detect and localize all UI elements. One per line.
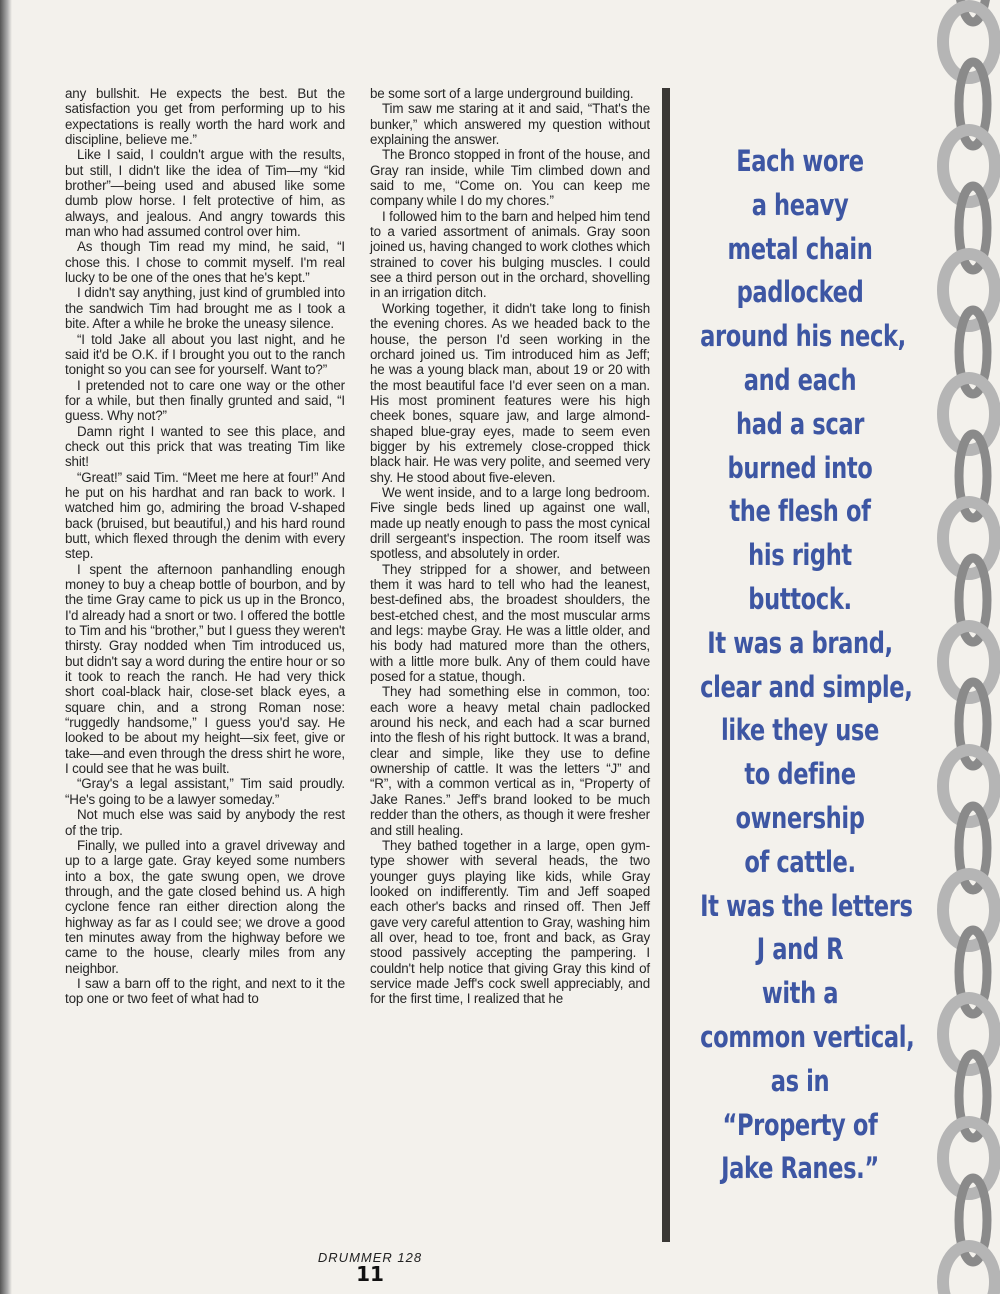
- chain-image: [925, 0, 1000, 1294]
- paragraph: The Bronco stopped in front of the house, and Gray ran inside, while Tim climbed down and said to me, “Come on. You can keep me company while I do my chores.”: [370, 147, 650, 209]
- paragraph: As though Tim read my mind, he said, “I chose this. I chose to commit myself. I'm real lucky to be one of the ones that he's kept.”: [65, 239, 345, 286]
- pull-quote-line: common vertical,: [700, 1019, 915, 1054]
- pull-quote-line: Jake Ranes.”: [721, 1151, 879, 1186]
- paragraph: I spent the afternoon panhandling enough money to buy a cheap bottle of bourbon, and by the time Gray came to pick us up in the Bronco, I'd already had a snort or two. I offered the bottle to Tim and his “brother,” but I guess they weren't thirsty. Gray nodded when Tim introduced us, but didn't say a word during the entire hour or so it took to reach the ranch. He had very thick short coal-black hair, close-set black eyes, a square chin, and a strong Roman nose: “ruggedly handsome,” I guess you'd say. He looked to be about my height—six feet, give or take—and even through the dress shirt he wore, I could see that he was built.: [65, 561, 345, 777]
- paragraph: “Gray's a legal assistant,” Tim said proudly. “He's going to be a lawyer someday.”: [65, 776, 345, 807]
- pull-quote-line: burned into: [727, 450, 873, 485]
- pull-quote: [672, 140, 928, 1191]
- paragraph: They bathed together in a large, open gym-type shower with several heads, the two younger guys playing like kids, while Gray looked on indifferently. Tim and Jeff soaped each other's backs and rinsed off. Then Jeff gave very careful attention to Gray, washing him all over, head to toe, front and back, as Gray stood passively accepting the pampering. I couldn't help notice that giving Gray this kind of service made Jeff's cock swell appreciably, and for the first time, I realized that he: [370, 837, 650, 1007]
- paragraph: any bullshit. He expects the best. But the satisfaction you get from performing up to his expectations is really worth the hard work and discipline, believe me.”: [65, 86, 345, 148]
- pull-quote-line: as in: [770, 1063, 830, 1098]
- magazine-name: DRUMMER 128: [317, 1250, 423, 1265]
- pull-quote-line: ownership: [735, 800, 865, 835]
- paragraph: be some sort of a large underground building.: [370, 86, 634, 101]
- pull-quote-line: a heavy: [751, 187, 849, 222]
- paragraph: They had something else in common, too: each wore a heavy metal chain padlocked around his neck, and each had a scar burned into the flesh of his right buttock. It was a brand, clear and simple, like they use to define ownership of cattle. It was the letters “J” and “R”, with a common vertical as in, “Property of Jake Ranes.” Jeff's brand looked to be much redder than the others, as though it were fresher and still healing.: [370, 684, 650, 838]
- page-number: 11: [356, 1262, 384, 1286]
- pull-quote-line: and each: [743, 362, 857, 397]
- article-column-1: [65, 86, 345, 1007]
- paragraph: “Great!” said Tim. “Meet me here at four!” And he put on his hardhat and ran back to work. I watched him go, admiring the broad V-shaped back (bruised, but beautiful,) and his hard round butt, which flexed through the denim with every step.: [65, 469, 345, 562]
- pull-quote-line: to define: [744, 757, 856, 792]
- paragraph: Finally, we pulled into a gravel driveway and up to a large gate. Gray keyed some numbers into a box, the gate swung open, we drove through, and the gate closed behind us. A high cyclone fence ran either direction along the highway as far as I could see; we drove a good ten minutes away from the highway before we came to the house, clearly miles from any neighbor.: [65, 837, 345, 976]
- pull-quote-line: padlocked: [736, 275, 864, 310]
- paragraph: Working together, it didn't take long to finish the evening chores. As we headed back to the house, the person I'd seen working in the orchard joined us. Tim introduced him as Jeff; he was a young black man, about 19 or 20 with the most beautiful face I'd ever seen on a man. His most prominent features were his high cheek bones, square jaw, and large almond-shaped blue-gray eyes, made to seem even bigger by his extremely close-cropped thick black hair. He was very polite, and seemed very shy. He stood about five-eleven.: [370, 300, 650, 485]
- pull-quote-rule: [662, 88, 670, 1242]
- pull-quote-line: buttock.: [748, 581, 852, 616]
- pull-quote-line: had a scar: [736, 406, 864, 441]
- pull-quote-line: his right: [748, 538, 852, 573]
- paragraph: Damn right I wanted to see this place, and check out this prick that was treating Tim like shit!: [65, 423, 345, 470]
- pull-quote-line: J and R: [756, 932, 844, 967]
- pull-quote-line: clear and simple,: [700, 669, 913, 704]
- pull-quote-line: with a: [761, 976, 839, 1011]
- paragraph: They stripped for a shower, and between them it was hard to tell who had the leanest, best-defined abs, the broadest shoulders, the best-etched chest, and the most muscular arms and legs: maybe Gray. He was a little older, and his body had matured more than the others, with a little more bulk. Any of them could have posed for a statue, though.: [370, 561, 650, 685]
- paragraph: I didn't say anything, just kind of grumbled into the sandwich Tim had brought me as I took a bite. After a while he broke the uneasy silence.: [65, 285, 345, 332]
- page-binding-shadow: [0, 0, 12, 1294]
- paragraph: I followed him to the barn and helped him tend to a varied assortment of animals. Gray soon joined us, having changed to work clothes which strained to cover his bulging muscles. I could see a third person out in the orchard, shovelling in an irrigation ditch.: [370, 208, 650, 301]
- paragraph: We went inside, and to a large long bedroom. Five single beds lined up against one wall, made up neatly enough to pass the most cynical drill sergeant's inspection. The room itself was spotless, and absolutely in order.: [370, 484, 650, 562]
- pull-quote-line: around his neck,: [700, 319, 906, 354]
- pull-quote-line: It was a brand,: [707, 625, 893, 660]
- pull-quote-line: “Property of: [722, 1107, 878, 1142]
- paragraph: “I told Jake all about you last night, and he said it'd be O.K. if I brought you out to the ranch tonight so you can see for yourself. Want to?”: [65, 331, 345, 378]
- paragraph: Like I said, I couldn't argue with the results, but still, I didn't like the idea of Tim—my “kid brother”—being used and abused like some dumb plow horse. I felt protective of him, as always, and jealous. And angry towards this man who had assumed control over him.: [65, 147, 345, 240]
- paragraph: I saw a barn off to the right, and next to it the top one or two feet of what had to: [65, 975, 345, 1007]
- paragraph: Not much else was said by anybody the rest of the trip.: [65, 807, 345, 838]
- pull-quote-line: It was the letters: [700, 888, 913, 923]
- pull-quote-line: of cattle.: [744, 844, 856, 879]
- pull-quote-line: metal chain: [727, 231, 873, 266]
- paragraph: Tim saw me staring at it and said, “That's the bunker,” which answered my question without explaining the answer.: [370, 101, 650, 148]
- article-column-2: [370, 86, 650, 1007]
- pull-quote-line: like they use: [721, 713, 879, 748]
- paragraph: I pretended not to care one way or the other for a while, but then finally grunted and said, “I guess. Why not?”: [65, 377, 345, 424]
- pull-quote-line: Each wore: [736, 144, 864, 178]
- pull-quote-line: the flesh of: [729, 494, 871, 529]
